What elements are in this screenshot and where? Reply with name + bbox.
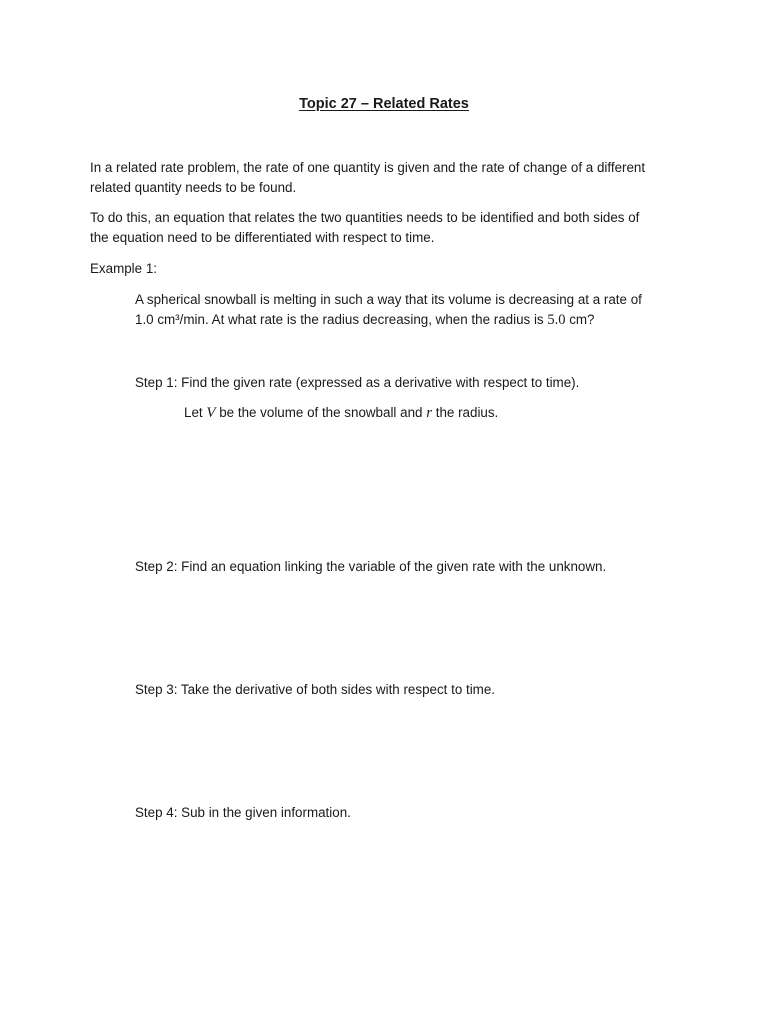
- intro-line-1: In a related rate problem, the rate of one quantity is given and the rate of change of a different: [90, 160, 646, 175]
- page-title: [0, 94, 768, 114]
- problem-line-2-text-b: cm?: [565, 312, 595, 327]
- method-line-1: To do this, an equation that relates the two quantities needs to be identified and both sides of: [90, 210, 640, 225]
- step-1-let-b: be the volume of the snowball and: [215, 405, 427, 420]
- example-label: Example 1:: [90, 261, 157, 276]
- problem-radius-value: 5.0: [547, 312, 566, 328]
- problem-line-2: [135, 310, 695, 330]
- variable-v: V: [206, 405, 216, 421]
- step-4: Step 4: Sub in the given information.: [135, 805, 351, 820]
- method-line-2: the equation need to be differentiated with respect to time.: [90, 230, 435, 245]
- intro-paragraph: [90, 158, 690, 198]
- step-1-let-a: Let: [184, 405, 207, 420]
- step-1-definition: [184, 403, 704, 423]
- step-1-let-c: the radius.: [432, 405, 499, 420]
- page-title-text: Topic 27 – Related Rates: [299, 96, 469, 112]
- problem-line-1: A spherical snowball is melting in such a way that its volume is decreasing at a rate of: [135, 292, 642, 307]
- step-2: Step 2: Find an equation linking the variable of the given rate with the unknown.: [135, 559, 607, 574]
- variable-r: r: [426, 405, 433, 421]
- step-1: Step 1: Find the given rate (expressed as a derivative with respect to time).: [135, 375, 580, 390]
- intro-line-2: related quantity needs to be found.: [90, 180, 297, 195]
- method-paragraph: [90, 208, 690, 248]
- problem-line-2-text-a: 1.0 cm³/min. At what rate is the radius decreasing, when the radius is: [135, 312, 548, 327]
- problem-statement: [135, 290, 695, 330]
- step-3: Step 3: Take the derivative of both sides with respect to time.: [135, 682, 496, 697]
